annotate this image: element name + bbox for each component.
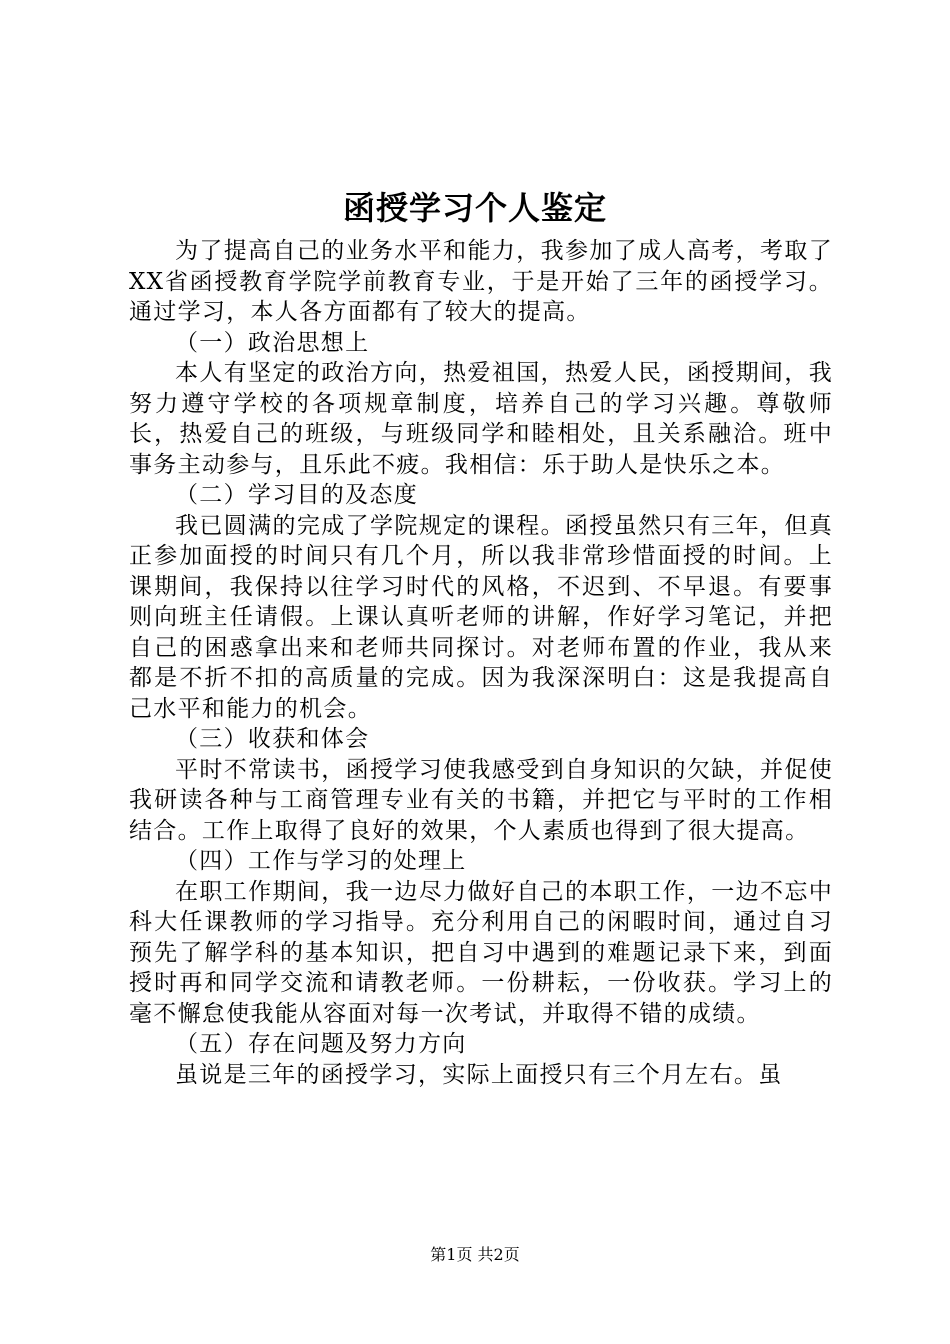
document-body bbox=[129, 236, 833, 1090]
section-heading-4: （四）工作与学习的处理上 bbox=[175, 848, 467, 874]
section-heading-5: （五）存在问题及努力方向 bbox=[175, 1031, 467, 1057]
section-body-5: 虽说是三年的函授学习，实际上面授只有三个月左右。虽 bbox=[175, 1061, 783, 1088]
section-body-3: 平时不常读书，函授学习使我感受到自身知识的欠缺，并促使我研读各种与工商管理专业有关的书籍，并把它与平时的工作相结合。工作上取得了良好的效果，个人素质也得到了很大提高。 bbox=[129, 756, 833, 844]
section-body-2: 我已圆满的完成了学院规定的课程。函授虽然只有三年，但真正参加面授的时间只有几个月，所以我非常珍惜面授的时间。上课期间，我保持以往学习时代的风格，不迟到、不早退。有要事则向班主任请假。上课认真听老师的讲解，作好学习笔记，并把自己的困惑拿出来和老师共同探讨。对老师布置的作业，我从来都是不折不扣的高质量的完成。因为我深深明白：这是我提高自己水平和能力的机会。 bbox=[129, 512, 833, 722]
page-number-footer: 第1页 共2页 bbox=[430, 1245, 520, 1264]
document-title: 函授学习个人鉴定 bbox=[342, 189, 607, 227]
section-heading-3: （三）收获和体会 bbox=[175, 726, 370, 752]
section-body-1: 本人有坚定的政治方向，热爱祖国，热爱人民，函授期间，我努力遵守学校的各项规章制度，培养自己的学习兴趣。尊敬师长，热爱自己的班级，与班级同学和睦相处，且关系融洽。班中事务主动参与，且乐此不疲。我相信：乐于助人是快乐之本。 bbox=[129, 360, 833, 478]
section-body-4: 在职工作期间，我一边尽力做好自己的本职工作，一边不忘中科大任课教师的学习指导。充分利用自己的闲暇时间，通过自习预先了解学科的基本知识，把自习中遇到的难题记录下来，到面授时再和同学交流和请教老师。一份耕耘，一份收获。学习上的毫不懈怠使我能从容面对每一次考试，并取得不错的成绩。 bbox=[129, 878, 833, 1027]
section-heading-1: （一）政治思想上 bbox=[175, 329, 370, 356]
section-heading-2: （二）学习目的及态度 bbox=[175, 482, 418, 508]
intro-paragraph: 为了提高自己的业务水平和能力，我参加了成人高考，考取了XX省函授教育学院学前教育专业，于是开始了三年的函授学习。通过学习，本人各方面都有了较大的提高。 bbox=[129, 238, 833, 325]
